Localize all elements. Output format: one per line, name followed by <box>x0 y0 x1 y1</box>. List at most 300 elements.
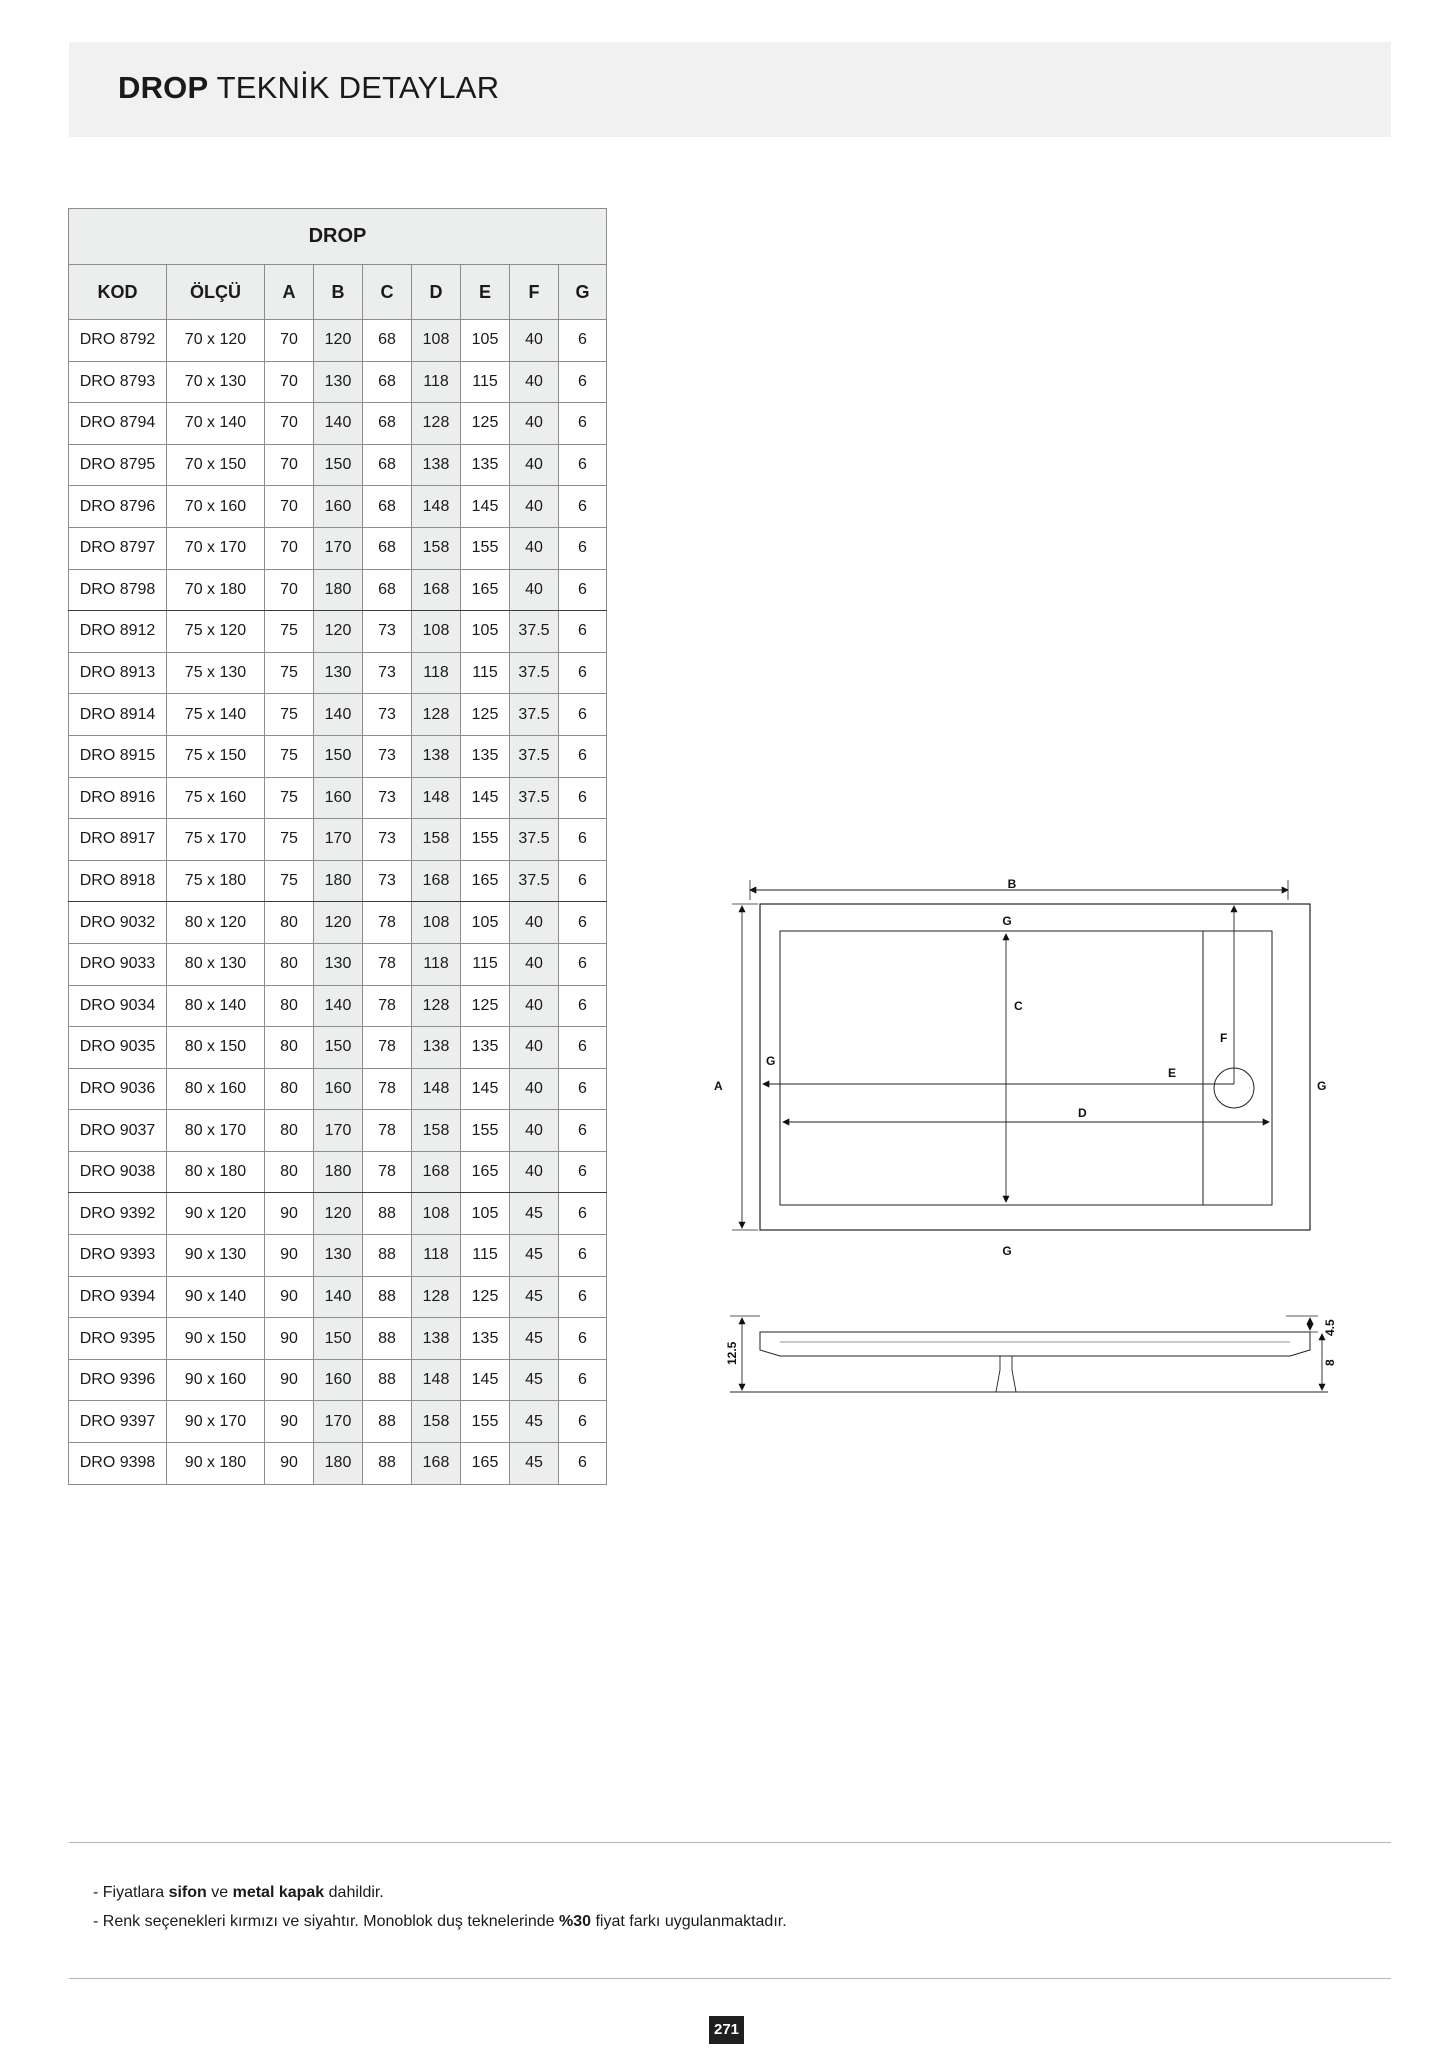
table-row <box>69 1318 607 1360</box>
cell-value: 105 <box>461 902 510 944</box>
cell-value: 135 <box>461 735 510 777</box>
cell-value: 68 <box>363 320 412 362</box>
cell-value: 37.5 <box>510 694 559 736</box>
cell-size: 80 x 180 <box>167 1151 265 1193</box>
cell-size: 70 x 180 <box>167 569 265 611</box>
cell-value: 135 <box>461 1027 510 1069</box>
cell-code: DRO 9035 <box>69 1027 167 1069</box>
cell-value: 6 <box>559 527 607 569</box>
cell-value: 68 <box>363 569 412 611</box>
cell-value: 88 <box>363 1443 412 1485</box>
cell-value: 40 <box>510 902 559 944</box>
cell-value: 120 <box>314 320 363 362</box>
cell-value: 75 <box>265 819 314 861</box>
cell-value: 105 <box>461 611 510 653</box>
column-header: C <box>363 265 412 320</box>
cell-value: 160 <box>314 1068 363 1110</box>
cell-value: 155 <box>461 527 510 569</box>
cell-value: 45 <box>510 1193 559 1235</box>
cell-value: 78 <box>363 1068 412 1110</box>
cell-value: 145 <box>461 486 510 528</box>
cell-value: 88 <box>363 1401 412 1443</box>
cell-value: 125 <box>461 985 510 1027</box>
cell-size: 75 x 150 <box>167 735 265 777</box>
cell-value: 138 <box>412 1318 461 1360</box>
cell-value: 155 <box>461 1110 510 1152</box>
column-header: E <box>461 265 510 320</box>
cell-value: 70 <box>265 361 314 403</box>
cell-value: 88 <box>363 1235 412 1277</box>
cell-value: 40 <box>510 444 559 486</box>
cell-value: 80 <box>265 985 314 1027</box>
cell-value: 75 <box>265 860 314 902</box>
cell-value: 88 <box>363 1193 412 1235</box>
cell-value: 168 <box>412 860 461 902</box>
cell-code: DRO 8795 <box>69 444 167 486</box>
cell-value: 115 <box>461 1235 510 1277</box>
table-row <box>69 1443 607 1485</box>
cell-value: 6 <box>559 569 607 611</box>
column-header: G <box>559 265 607 320</box>
label-f: F <box>1220 1031 1228 1045</box>
cell-value: 80 <box>265 943 314 985</box>
cell-value: 6 <box>559 611 607 653</box>
table-row <box>69 735 607 777</box>
cell-code: DRO 9038 <box>69 1151 167 1193</box>
cell-value: 145 <box>461 1359 510 1401</box>
cell-value: 78 <box>363 943 412 985</box>
cell-value: 170 <box>314 527 363 569</box>
cell-value: 108 <box>412 902 461 944</box>
table-row <box>69 444 607 486</box>
cell-value: 120 <box>314 902 363 944</box>
cell-code: DRO 9033 <box>69 943 167 985</box>
table-row <box>69 1193 607 1235</box>
cell-value: 128 <box>412 985 461 1027</box>
cell-value: 120 <box>314 611 363 653</box>
table-row <box>69 1027 607 1069</box>
cell-code: DRO 8914 <box>69 694 167 736</box>
cell-value: 6 <box>559 320 607 362</box>
table-row <box>69 1068 607 1110</box>
cell-value: 150 <box>314 735 363 777</box>
cell-value: 37.5 <box>510 652 559 694</box>
footer-rule-top <box>69 1842 1391 1843</box>
cell-value: 6 <box>559 1401 607 1443</box>
cell-size: 80 x 150 <box>167 1027 265 1069</box>
table-row <box>69 777 607 819</box>
cell-value: 73 <box>363 777 412 819</box>
cell-value: 180 <box>314 860 363 902</box>
cell-size: 90 x 170 <box>167 1401 265 1443</box>
cell-value: 40 <box>510 569 559 611</box>
page-number: 271 <box>709 2016 744 2044</box>
cell-value: 45 <box>510 1359 559 1401</box>
cell-value: 140 <box>314 1276 363 1318</box>
cell-value: 40 <box>510 361 559 403</box>
cell-code: DRO 8792 <box>69 320 167 362</box>
cell-value: 45 <box>510 1276 559 1318</box>
tray-outline <box>760 904 1310 1230</box>
cell-value: 75 <box>265 652 314 694</box>
technical-drawing <box>700 870 1340 1410</box>
cell-code: DRO 9395 <box>69 1318 167 1360</box>
cell-code: DRO 8798 <box>69 569 167 611</box>
cell-value: 128 <box>412 1276 461 1318</box>
cell-value: 37.5 <box>510 611 559 653</box>
table-body <box>69 320 607 1485</box>
table-row <box>69 902 607 944</box>
notes <box>93 1878 787 1936</box>
cell-value: 130 <box>314 943 363 985</box>
cell-value: 68 <box>363 486 412 528</box>
cell-value: 70 <box>265 320 314 362</box>
cell-value: 68 <box>363 444 412 486</box>
cell-value: 170 <box>314 819 363 861</box>
cell-code: DRO 9393 <box>69 1235 167 1277</box>
cell-code: DRO 8797 <box>69 527 167 569</box>
cell-code: DRO 9036 <box>69 1068 167 1110</box>
cell-code: DRO 8912 <box>69 611 167 653</box>
cell-value: 45 <box>510 1401 559 1443</box>
cell-value: 40 <box>510 943 559 985</box>
cell-value: 6 <box>559 985 607 1027</box>
cell-value: 118 <box>412 1235 461 1277</box>
cell-value: 125 <box>461 694 510 736</box>
cell-value: 6 <box>559 652 607 694</box>
cell-value: 130 <box>314 652 363 694</box>
cell-size: 70 x 140 <box>167 403 265 445</box>
cell-value: 90 <box>265 1401 314 1443</box>
cell-value: 6 <box>559 819 607 861</box>
cell-value: 37.5 <box>510 777 559 819</box>
column-header: ÖLÇÜ <box>167 265 265 320</box>
cell-value: 78 <box>363 1027 412 1069</box>
cell-value: 73 <box>363 652 412 694</box>
cell-value: 78 <box>363 902 412 944</box>
cell-value: 40 <box>510 1110 559 1152</box>
cell-value: 148 <box>412 1068 461 1110</box>
cell-value: 6 <box>559 902 607 944</box>
table-row <box>69 819 607 861</box>
label-b: B <box>1007 877 1017 891</box>
table-row <box>69 611 607 653</box>
cell-size: 90 x 130 <box>167 1235 265 1277</box>
label-g-right: G <box>1317 1079 1327 1093</box>
cell-value: 118 <box>412 652 461 694</box>
cell-value: 90 <box>265 1235 314 1277</box>
cell-value: 150 <box>314 1318 363 1360</box>
column-header: B <box>314 265 363 320</box>
cell-value: 118 <box>412 943 461 985</box>
cell-size: 75 x 160 <box>167 777 265 819</box>
label-g-top: G <box>1002 914 1012 928</box>
cell-value: 108 <box>412 611 461 653</box>
cell-value: 40 <box>510 1151 559 1193</box>
cell-value: 155 <box>461 1401 510 1443</box>
column-header: KOD <box>69 265 167 320</box>
cell-value: 45 <box>510 1235 559 1277</box>
cell-value: 88 <box>363 1276 412 1318</box>
cell-size: 90 x 120 <box>167 1193 265 1235</box>
cell-value: 90 <box>265 1443 314 1485</box>
cell-value: 80 <box>265 902 314 944</box>
cell-size: 75 x 170 <box>167 819 265 861</box>
cell-size: 75 x 120 <box>167 611 265 653</box>
cell-value: 6 <box>559 361 607 403</box>
label-d: D <box>1078 1106 1087 1120</box>
cell-value: 135 <box>461 1318 510 1360</box>
cell-value: 130 <box>314 361 363 403</box>
cell-value: 125 <box>461 403 510 445</box>
cell-size: 90 x 140 <box>167 1276 265 1318</box>
side-view <box>730 1316 1328 1392</box>
cell-size: 75 x 140 <box>167 694 265 736</box>
table-row <box>69 569 607 611</box>
column-header: F <box>510 265 559 320</box>
table-row <box>69 527 607 569</box>
cell-value: 80 <box>265 1151 314 1193</box>
table-row <box>69 320 607 362</box>
cell-value: 138 <box>412 444 461 486</box>
cell-value: 120 <box>314 1193 363 1235</box>
cell-value: 130 <box>314 1235 363 1277</box>
cell-value: 148 <box>412 1359 461 1401</box>
top-view-labels <box>714 877 1326 1258</box>
cell-value: 75 <box>265 694 314 736</box>
cell-value: 6 <box>559 444 607 486</box>
cell-value: 108 <box>412 320 461 362</box>
cell-size: 80 x 120 <box>167 902 265 944</box>
cell-value: 90 <box>265 1359 314 1401</box>
side-view-labels <box>725 1319 1337 1366</box>
cell-value: 138 <box>412 735 461 777</box>
table-row <box>69 1359 607 1401</box>
top-view <box>732 880 1310 1230</box>
cell-value: 158 <box>412 1110 461 1152</box>
column-header: A <box>265 265 314 320</box>
cell-value: 168 <box>412 1151 461 1193</box>
cell-code: DRO 8916 <box>69 777 167 819</box>
cell-value: 180 <box>314 569 363 611</box>
cell-size: 90 x 180 <box>167 1443 265 1485</box>
cell-value: 6 <box>559 735 607 777</box>
cell-value: 73 <box>363 819 412 861</box>
cell-value: 90 <box>265 1318 314 1360</box>
cell-value: 88 <box>363 1318 412 1360</box>
cell-size: 90 x 150 <box>167 1318 265 1360</box>
table-row <box>69 943 607 985</box>
cell-value: 37.5 <box>510 735 559 777</box>
cell-value: 90 <box>265 1193 314 1235</box>
cell-value: 6 <box>559 1068 607 1110</box>
cell-value: 148 <box>412 777 461 819</box>
cell-value: 40 <box>510 527 559 569</box>
cell-value: 70 <box>265 569 314 611</box>
cell-value: 70 <box>265 444 314 486</box>
cell-value: 6 <box>559 943 607 985</box>
cell-value: 170 <box>314 1401 363 1443</box>
cell-value: 75 <box>265 777 314 819</box>
cell-code: DRO 9397 <box>69 1401 167 1443</box>
cell-code: DRO 8793 <box>69 361 167 403</box>
cell-code: DRO 8796 <box>69 486 167 528</box>
cell-value: 80 <box>265 1027 314 1069</box>
cell-code: DRO 9037 <box>69 1110 167 1152</box>
cell-value: 150 <box>314 1027 363 1069</box>
cell-value: 40 <box>510 985 559 1027</box>
table-row <box>69 1276 607 1318</box>
cell-value: 68 <box>363 361 412 403</box>
cell-value: 128 <box>412 694 461 736</box>
cell-value: 73 <box>363 860 412 902</box>
title-subtitle: TEKNİK DETAYLAR <box>216 70 500 105</box>
cell-value: 128 <box>412 403 461 445</box>
cell-code: DRO 8794 <box>69 403 167 445</box>
cell-value: 70 <box>265 486 314 528</box>
cell-value: 168 <box>412 569 461 611</box>
cell-value: 37.5 <box>510 819 559 861</box>
cell-value: 145 <box>461 777 510 819</box>
cell-value: 160 <box>314 1359 363 1401</box>
table-row <box>69 361 607 403</box>
cell-value: 115 <box>461 652 510 694</box>
cell-value: 6 <box>559 1110 607 1152</box>
cell-value: 140 <box>314 985 363 1027</box>
cell-size: 75 x 130 <box>167 652 265 694</box>
cell-value: 165 <box>461 1151 510 1193</box>
cell-value: 78 <box>363 985 412 1027</box>
cell-value: 73 <box>363 735 412 777</box>
cell-value: 68 <box>363 527 412 569</box>
cell-value: 6 <box>559 1193 607 1235</box>
table-row <box>69 1401 607 1443</box>
cell-value: 6 <box>559 486 607 528</box>
cell-size: 70 x 150 <box>167 444 265 486</box>
cell-value: 6 <box>559 694 607 736</box>
cell-size: 70 x 120 <box>167 320 265 362</box>
label-g-left: G <box>766 1054 776 1068</box>
label-tray-height: 8 <box>1323 1359 1337 1366</box>
cell-code: DRO 9032 <box>69 902 167 944</box>
cell-value: 75 <box>265 611 314 653</box>
note-2: - Renk seçenekleri kırmızı ve siyahtır. Monoblok duş teknelerinde %30 fiyat farkı uygulanmaktadır. <box>93 1913 787 1930</box>
cell-size: 75 x 180 <box>167 860 265 902</box>
cell-value: 168 <box>412 1443 461 1485</box>
cell-size: 80 x 170 <box>167 1110 265 1152</box>
cell-value: 158 <box>412 527 461 569</box>
cell-value: 145 <box>461 1068 510 1110</box>
cell-value: 180 <box>314 1443 363 1485</box>
cell-size: 90 x 160 <box>167 1359 265 1401</box>
page-title <box>118 70 499 106</box>
label-e: E <box>1168 1066 1177 1080</box>
cell-code: DRO 9398 <box>69 1443 167 1485</box>
cell-code: DRO 9034 <box>69 985 167 1027</box>
cell-value: 165 <box>461 569 510 611</box>
cell-value: 6 <box>559 1151 607 1193</box>
cell-value: 115 <box>461 361 510 403</box>
cell-value: 180 <box>314 1151 363 1193</box>
cell-value: 75 <box>265 735 314 777</box>
cell-code: DRO 9396 <box>69 1359 167 1401</box>
cell-value: 165 <box>461 1443 510 1485</box>
table-row <box>69 486 607 528</box>
cell-value: 135 <box>461 444 510 486</box>
cell-value: 125 <box>461 1276 510 1318</box>
table-row <box>69 1110 607 1152</box>
cell-value: 70 <box>265 403 314 445</box>
cell-value: 6 <box>559 1443 607 1485</box>
cell-value: 6 <box>559 860 607 902</box>
cell-code: DRO 9394 <box>69 1276 167 1318</box>
cell-value: 140 <box>314 694 363 736</box>
cell-value: 118 <box>412 361 461 403</box>
cell-value: 40 <box>510 1027 559 1069</box>
cell-value: 158 <box>412 1401 461 1443</box>
label-total-height: 12.5 <box>725 1341 739 1365</box>
cell-value: 68 <box>363 403 412 445</box>
label-rim-height: 4.5 <box>1323 1319 1337 1336</box>
cell-size: 80 x 140 <box>167 985 265 1027</box>
cell-code: DRO 8918 <box>69 860 167 902</box>
title-product: DROP <box>118 70 209 105</box>
cell-size: 80 x 160 <box>167 1068 265 1110</box>
table-row <box>69 860 607 902</box>
cell-value: 90 <box>265 1276 314 1318</box>
cell-value: 45 <box>510 1443 559 1485</box>
cell-value: 105 <box>461 320 510 362</box>
table-row <box>69 403 607 445</box>
cell-value: 6 <box>559 1359 607 1401</box>
table-row <box>69 694 607 736</box>
cell-value: 37.5 <box>510 860 559 902</box>
cell-value: 148 <box>412 486 461 528</box>
cell-value: 80 <box>265 1068 314 1110</box>
cell-value: 108 <box>412 1193 461 1235</box>
cell-value: 80 <box>265 1110 314 1152</box>
side-profile <box>760 1332 1310 1356</box>
cell-value: 140 <box>314 403 363 445</box>
note-1: - Fiyatlara sifon ve metal kapak dahildir. <box>93 1884 384 1901</box>
cell-value: 6 <box>559 1276 607 1318</box>
cell-value: 160 <box>314 486 363 528</box>
cell-value: 160 <box>314 777 363 819</box>
cell-size: 70 x 160 <box>167 486 265 528</box>
cell-code: DRO 8913 <box>69 652 167 694</box>
table-header-row <box>69 265 607 320</box>
cell-value: 158 <box>412 819 461 861</box>
column-header: D <box>412 265 461 320</box>
label-c: C <box>1014 999 1023 1013</box>
cell-value: 115 <box>461 943 510 985</box>
spec-table <box>68 208 607 1485</box>
cell-value: 88 <box>363 1359 412 1401</box>
cell-value: 6 <box>559 1027 607 1069</box>
cell-value: 40 <box>510 320 559 362</box>
cell-value: 105 <box>461 1193 510 1235</box>
cell-value: 165 <box>461 860 510 902</box>
cell-value: 155 <box>461 819 510 861</box>
cell-size: 70 x 130 <box>167 361 265 403</box>
cell-code: DRO 8917 <box>69 819 167 861</box>
table-row <box>69 1235 607 1277</box>
cell-value: 40 <box>510 486 559 528</box>
table-row <box>69 1151 607 1193</box>
cell-value: 45 <box>510 1318 559 1360</box>
table-row <box>69 985 607 1027</box>
cell-value: 73 <box>363 611 412 653</box>
